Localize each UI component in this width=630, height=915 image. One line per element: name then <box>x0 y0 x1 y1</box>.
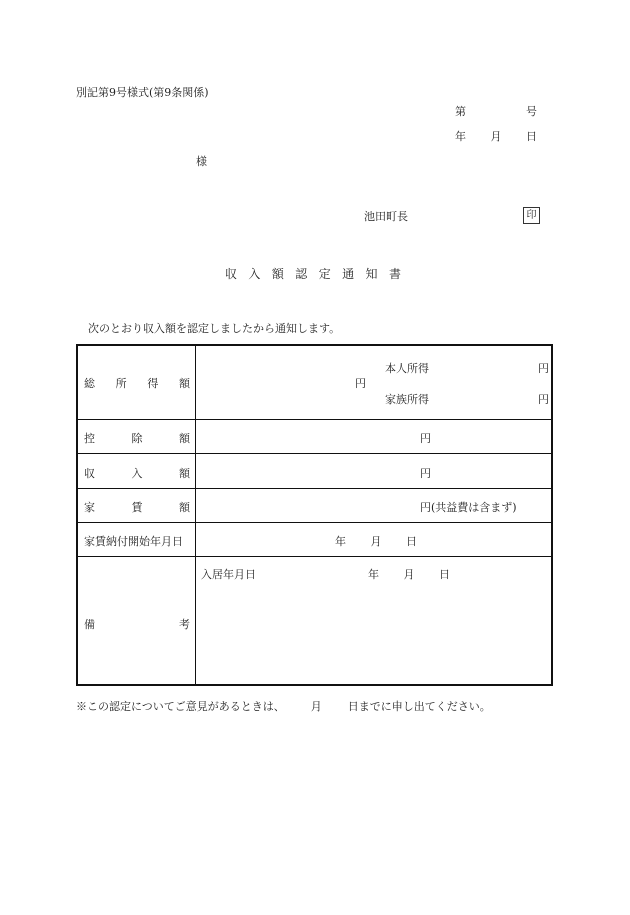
label-char: 収 <box>84 467 95 480</box>
remarks-label <box>84 616 190 632</box>
column-divider <box>195 346 196 684</box>
move-in-date <box>368 566 450 582</box>
rent-start-date <box>335 533 417 549</box>
label-char: 入 <box>131 467 143 480</box>
row-divider <box>78 556 551 557</box>
label-char: 除 <box>131 432 143 445</box>
label-char: 得 <box>147 377 159 390</box>
rent-label <box>84 499 190 515</box>
footnote-text: 日までに申し出てください。 <box>347 700 491 713</box>
self-income-label: 本人所得 <box>385 362 429 375</box>
rent-yen: 円(共益費は含まず) <box>420 501 517 514</box>
deduction-yen: 円 <box>420 432 431 445</box>
label-char: 額 <box>179 467 190 480</box>
title-char: 収 <box>225 267 238 281</box>
label-char: 額 <box>179 432 190 445</box>
date-month: 月 <box>403 568 415 581</box>
label-char: 備 <box>84 618 95 631</box>
label-char: 賃 <box>131 501 143 514</box>
self-income-yen: 円 <box>538 362 549 375</box>
footnote-text: ※この認定についてご意見があるときは、 <box>76 700 285 713</box>
date-day: 日 <box>439 568 450 581</box>
move-in-label: 入居年月日 <box>201 568 256 581</box>
seal-mark: 印 <box>523 207 540 224</box>
family-income-label: 家族所得 <box>385 393 429 406</box>
title-char: 額 <box>271 267 284 281</box>
intro-text: 次のとおり収入額を認定しましたから通知します。 <box>88 322 341 335</box>
document-title <box>225 265 401 282</box>
income-label <box>84 465 190 481</box>
date-day: 日 <box>526 130 537 143</box>
total-income-label <box>84 375 190 391</box>
number-prefix: 第 <box>455 105 466 118</box>
date-month: 月 <box>490 130 502 143</box>
date-day: 日 <box>406 535 417 548</box>
total-income-yen: 円 <box>355 377 366 390</box>
certification-table <box>76 344 553 686</box>
title-char: 書 <box>388 267 401 281</box>
label-char: 額 <box>179 501 190 514</box>
label-char: 額 <box>178 377 190 390</box>
form-reference: 別記第9号様式(第9条関係) <box>76 86 209 99</box>
label-char: 控 <box>84 432 95 445</box>
row-divider <box>78 419 551 420</box>
row-divider <box>78 522 551 523</box>
title-char: 認 <box>295 267 308 281</box>
rent-start-label: 家賃納付開始年月日 <box>84 535 183 548</box>
title-char: 入 <box>248 267 261 281</box>
date-year: 年 <box>335 535 346 548</box>
income-yen: 円 <box>420 467 431 480</box>
title-char: 知 <box>365 267 378 281</box>
issue-date <box>455 128 537 144</box>
label-char: 所 <box>115 377 127 390</box>
number-suffix: 号 <box>526 105 537 118</box>
addressee-suffix: 様 <box>196 155 207 168</box>
label-char: 家 <box>84 501 95 514</box>
objection-footnote <box>76 698 491 714</box>
deduction-label <box>84 430 190 446</box>
document-number <box>455 103 537 119</box>
remarks-field[interactable] <box>201 586 546 681</box>
title-char: 通 <box>342 267 355 281</box>
family-income-yen: 円 <box>538 393 549 406</box>
label-char: 総 <box>84 377 95 390</box>
date-year: 年 <box>368 568 379 581</box>
row-divider <box>78 453 551 454</box>
date-year: 年 <box>455 130 466 143</box>
issuer-name: 池田町長 <box>364 210 408 223</box>
label-char: 考 <box>179 618 190 631</box>
title-char: 定 <box>318 267 331 281</box>
date-month: 月 <box>370 535 382 548</box>
row-divider <box>78 488 551 489</box>
footnote-month: 月 <box>310 700 322 713</box>
